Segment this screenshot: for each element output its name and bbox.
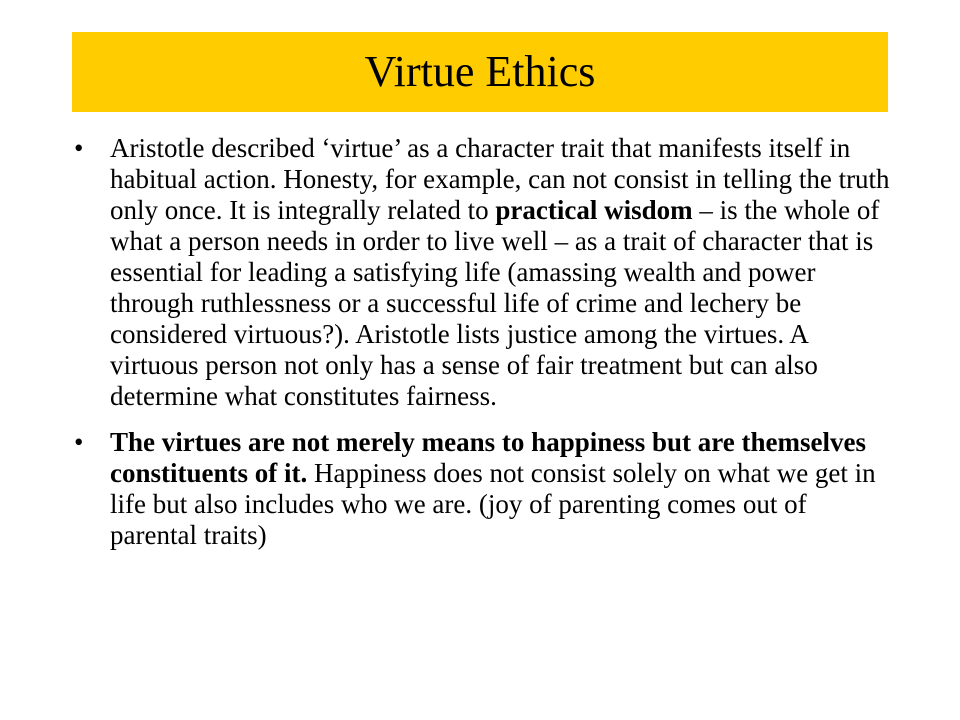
bullet-bold-text: The virtues are not merely means to happiness but are themselves constituents of it. bbox=[110, 427, 866, 488]
bullet-item-virtues-happiness bbox=[72, 427, 892, 551]
slide-title: Virtue Ethics bbox=[364, 47, 596, 96]
title-banner bbox=[72, 32, 888, 112]
bullet-bold-text: practical wisdom bbox=[495, 195, 693, 225]
slide-body bbox=[72, 133, 892, 566]
bullet-text: Aristotle described ‘virtue’ as a character trait that manifests itself in habitual action. Honesty, for example, can not consist in telling the truth only once. It is integrally related to bbox=[110, 133, 890, 225]
bullet-text: Happiness does not consist solely on what we get in life but also includes who we are. (joy of parenting comes out of parental traits) bbox=[110, 458, 876, 550]
bullet-item-aristotle-virtue bbox=[72, 133, 892, 412]
bullet-text: – is the whole of what a person needs in order to live well – as a trait of character that is essential for leading a satisfying life (amassing wealth and power through ruthlessness or a successful life of crime and lechery be considered virtuous?). Aristotle lists justice among the virtues. A virtuous person not only has a sense of fair treatment but can also determine what constitutes fairness. bbox=[110, 195, 880, 411]
bullet-dot: • bbox=[74, 133, 84, 163]
bullet-dot: • bbox=[74, 427, 84, 457]
